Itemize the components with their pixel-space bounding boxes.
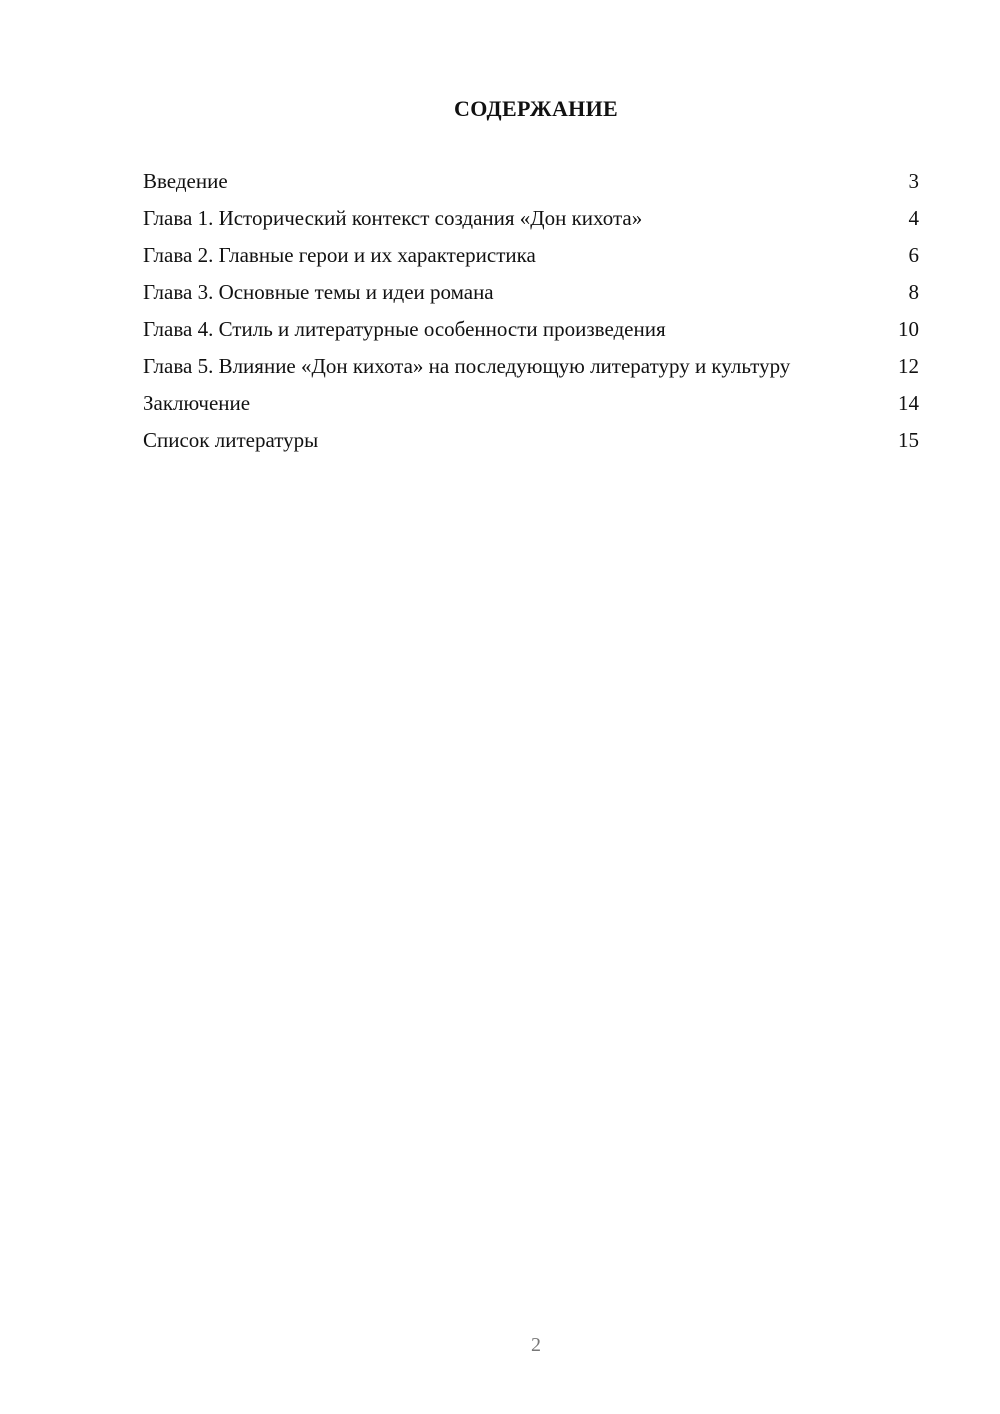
toc-entry-label: Заключение bbox=[143, 391, 251, 415]
toc-title: СОДЕРЖАНИЕ bbox=[454, 96, 618, 121]
toc-entry-page: 10 bbox=[898, 317, 919, 341]
page-number: 2 bbox=[531, 1334, 541, 1356]
toc-entry-conclusion[interactable] bbox=[143, 390, 919, 417]
toc-entry-label: Введение bbox=[143, 169, 228, 193]
toc-entry-introduction[interactable] bbox=[143, 168, 919, 195]
toc-entry-label: Глава 2. Главные герои и их характеристика bbox=[143, 243, 536, 267]
toc-entry-page: 15 bbox=[898, 428, 919, 452]
toc-entry-chapter-3[interactable] bbox=[143, 279, 919, 306]
toc-entry-label: Глава 3. Основные темы и идеи романа bbox=[143, 280, 494, 304]
toc-entry-page: 14 bbox=[898, 391, 919, 415]
toc-entry-page: 3 bbox=[908, 169, 919, 193]
toc-entry-label: Глава 4. Стиль и литературные особенности произведения bbox=[143, 317, 666, 341]
toc-entry-references[interactable] bbox=[143, 427, 919, 454]
toc-entry-page: 4 bbox=[908, 206, 919, 230]
toc-entry-chapter-2[interactable] bbox=[143, 242, 919, 269]
toc-entry-page: 6 bbox=[908, 243, 919, 267]
table-of-contents bbox=[143, 168, 919, 464]
toc-entry-label: Список литературы bbox=[143, 428, 319, 452]
toc-entry-label: Глава 1. Исторический контекст создания «Дон кихота» bbox=[143, 206, 643, 230]
toc-entry-chapter-5[interactable] bbox=[143, 353, 919, 380]
toc-entry-label: Глава 5. Влияние «Дон кихота» на последующую литературу и культуру bbox=[143, 354, 791, 378]
toc-entry-chapter-4[interactable] bbox=[143, 316, 919, 343]
toc-entry-page: 8 bbox=[908, 280, 919, 304]
toc-entry-chapter-1[interactable] bbox=[143, 205, 919, 232]
toc-entry-page: 12 bbox=[898, 354, 919, 378]
